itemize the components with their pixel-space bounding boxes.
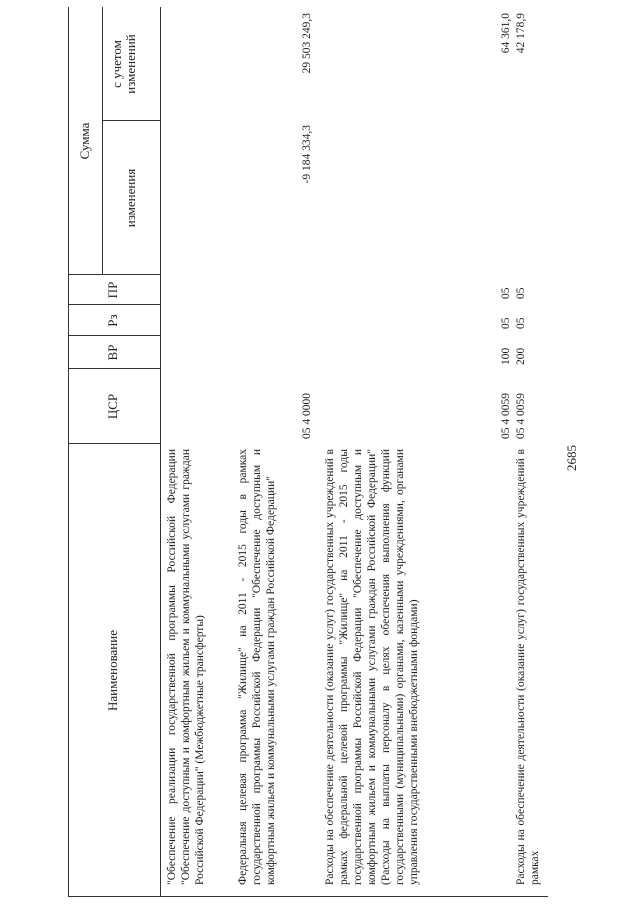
row-total: 64 361,0 (500, 13, 512, 54)
row-change: -9 184 334,3 (301, 125, 313, 184)
page-number: 2685 (564, 445, 579, 471)
header-with-change-line2: изменений (123, 34, 138, 94)
row-pr: 05 (515, 287, 527, 299)
table-row (323, 449, 421, 885)
header-change: изменения (123, 168, 138, 228)
row-total: 29 503 249,3 (301, 13, 313, 74)
row-vr: 100 (500, 347, 512, 365)
table-row (165, 449, 207, 885)
header-rz: Рз (105, 314, 120, 327)
header-vr: ВР (105, 344, 120, 361)
row-csr: 05 4 0059 (500, 393, 512, 439)
row-name: Федеральная целевая программа "Жилище" на 2011 - 2015 годы в рамках государственной программы Российской Федерации "Обеспечение доступным и комфортным жильем и коммунальными услугами граждан Российской Федерации" (237, 449, 277, 885)
row-name: "Обеспечение реализации государственной программы Российской Федерации "Обеспечение доступным и комфортным жильем и коммунальными услугами граждан Российской Федерации" (Межбюджетные трансферты) (166, 449, 206, 885)
row-pr: 05 (500, 287, 512, 299)
row-rz: 05 (500, 317, 512, 329)
row-rz: 05 (515, 317, 527, 329)
header-sum: Сумма (77, 122, 92, 160)
row-name: Расходы на обеспечение деятельности (оказание услуг) государственных учреждений в рамках федеральной целевой программы "Жилище" на 2011 - 2015 годы государственной программы Российской Федерации "Обеспечение доступным и комфортным жильем и коммунальными услугами граждан Российской Федерации" (Расходы на выплаты персоналу в целях обеспечения выполнения функций государственными (муниципальными) органами, казенными учреждениями, органами управления государственными внебюджетными фондами) (324, 449, 420, 885)
header-pr: ПР (105, 281, 120, 299)
row-vr: 200 (515, 347, 527, 365)
row-csr: 05 4 0000 (301, 393, 313, 439)
header-with-change (110, 7, 138, 121)
row-csr: 05 4 0059 (515, 393, 527, 439)
table-row (514, 449, 542, 885)
table-row (236, 449, 278, 885)
header-csr: ЦСР (105, 393, 120, 420)
budget-table (68, 7, 548, 897)
row-name: Расходы на обеспечение деятельности (оказание услуг) государственных учреждений в рамках (515, 449, 541, 885)
row-total: 42 178,9 (515, 13, 527, 54)
header-name: Наименование (105, 630, 120, 711)
header-with-change-line1: с учетом (109, 40, 124, 88)
